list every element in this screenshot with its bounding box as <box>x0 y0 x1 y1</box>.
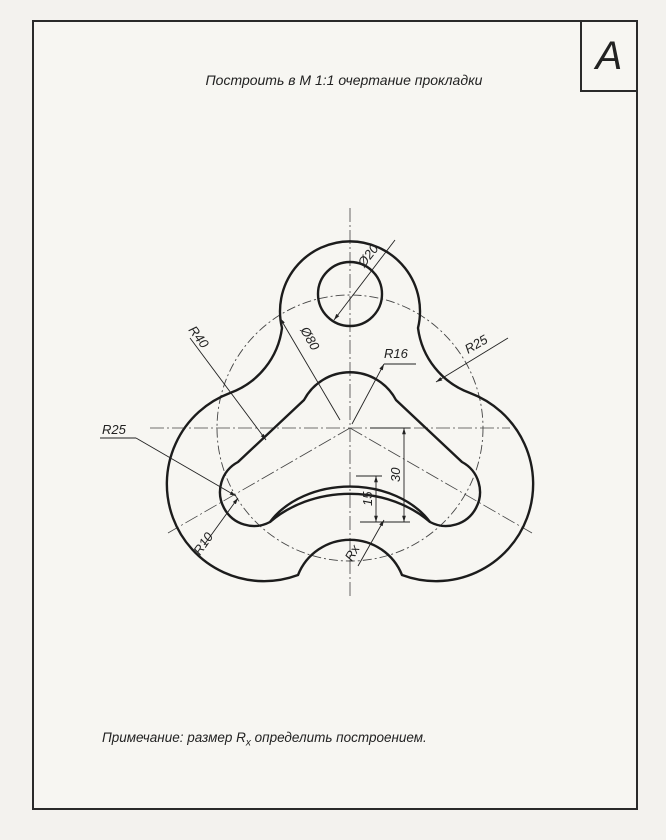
label-hole-diameter: Ø20 <box>354 241 382 270</box>
label-r25-right: R25 <box>462 331 491 357</box>
note-subscript: x <box>245 737 251 749</box>
label-r16: R16 <box>384 346 408 361</box>
dimensions <box>100 240 508 566</box>
dim-r25-left-line <box>136 438 236 496</box>
task-title: Построить в М 1:1 очертание прокладки <box>205 72 483 88</box>
label-rx: Rx <box>341 542 363 564</box>
label-dim-30: 30 <box>388 467 403 482</box>
variant-letter: A <box>595 33 623 78</box>
label-r40: R40 <box>185 322 212 351</box>
dimension-labels <box>102 241 491 564</box>
label-r25-left: R25 <box>102 422 126 437</box>
dim-r40-line <box>190 338 266 440</box>
note-prefix: Примечание: размер <box>102 730 237 745</box>
label-r10: R10 <box>190 529 217 558</box>
label-circle-diameter: Ø80 <box>297 324 323 353</box>
hole-circle <box>318 262 382 326</box>
label-dim-15: 15 <box>360 491 375 506</box>
note-symbol: R <box>236 730 246 745</box>
note-suffix: определить построением. <box>250 730 427 745</box>
